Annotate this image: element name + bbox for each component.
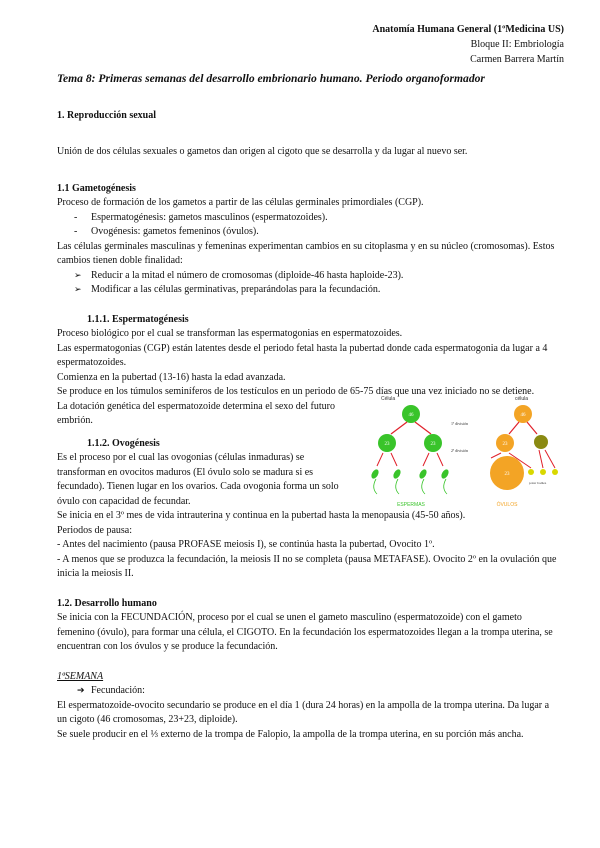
- figure-male-label: Célula: [381, 396, 396, 402]
- division-arrow: [527, 422, 537, 434]
- spermatogenesis-p2: Las espermatogonias (CGP) están latentes desde el periodo fetal hasta la pubertad donde cada espermatogonia da lugar a 4 espermatozoides.: [57, 342, 548, 368]
- spermatogenesis-p4: Se produce en los túmulos seminíferos de los testículos en un periodo de 65-75 días que una vez iniciado no se detiene.: [57, 386, 535, 397]
- list-item: ➔ Fecundación:: [57, 684, 557, 699]
- gametes-list: [57, 211, 557, 240]
- sperm-cell: [440, 468, 450, 480]
- division-arrow: [545, 450, 555, 468]
- development-p1: Se inicia con la FECUNDACIÓN, proceso por el cual se unen el gameto masculino (espermatozoide) con el gameto femenino (óvulo), para formar una célula, el CIGOTO. En la fecundación los espermatozoides llegan a la trompa uterina, se encuentran con los óvulos y se produce la fecundación.: [57, 612, 553, 652]
- sperm-tail: [422, 479, 425, 494]
- header-block: Bloque II: Embriología: [470, 39, 564, 50]
- page-header: [372, 22, 564, 67]
- list-item: - Ovogénesis: gametos femeninos (óvulos).: [57, 225, 557, 240]
- development-p3: Se suele producir en el ⅓ externo de la trompa de Falopio, la ampolla de la trompa uterina, en su porción más ancha.: [57, 728, 524, 740]
- gametogenesis-p2: Las células germinales masculinas y femeninas experimentan cambios en su citoplasma y en su núcleo (cromosomas). Estos cambios tienen doble finalidad:: [57, 240, 555, 266]
- division-arrow: [377, 453, 383, 466]
- list-item: ➢ Reducir a la mitad el número de cromosomas (diploide-46 hasta haploide-23).: [57, 269, 557, 284]
- figure-female-label: célula: [515, 396, 529, 402]
- header-course: Anatomía Humana General (1ºMedicina US): [372, 24, 564, 35]
- week-1-list: [57, 684, 557, 699]
- polar-bodies-label: polar bodies: [529, 481, 547, 485]
- document-title: Tema 8: Primeras semanas del desarrollo embrionario humano. Periodo organoformador: [57, 72, 485, 85]
- section-heading-1: 1. Reproducción sexual: [57, 109, 156, 121]
- cell-count-23: 23: [504, 472, 510, 477]
- cell-count-23: 23: [430, 442, 436, 447]
- division-arrow: [491, 453, 501, 458]
- list-item: ➢ Modificar a las células germinativas, preparándolas para la fecundación.: [57, 283, 557, 298]
- section-heading-1-1-1: 1.1.1. Espermatogénesis: [87, 313, 189, 325]
- section-heading-1-1-2: 1.1.2. Ovogénesis: [87, 437, 160, 449]
- sperm-cell: [370, 468, 380, 480]
- division-arrow: [391, 453, 397, 466]
- sperm-tail: [374, 479, 377, 494]
- sperm-tail: [444, 479, 447, 494]
- spermatogenesis-p3: Comienza en la pubertad (13-16) hasta la edad avanzada.: [57, 371, 286, 383]
- oogenesis-p3: Periodos de pausa:: [57, 524, 132, 536]
- oogenesis-p2: Se inicia en el 3º mes de vida intrauterina y continua en la pubertad hasta la menopausia (45-50 años).: [57, 510, 466, 521]
- division-arrow: [415, 422, 431, 434]
- cell-count-46: 46: [408, 413, 414, 418]
- week-1-heading: 1ªSEMANA: [57, 670, 104, 682]
- division-arrow: [437, 453, 443, 466]
- division-arrow: [423, 453, 429, 466]
- first-division-label: 1ª división: [451, 421, 468, 426]
- sperm-caption: ESPERMAS: [397, 502, 425, 508]
- polar-body: [534, 435, 548, 449]
- polar-body: [528, 469, 534, 475]
- polar-body: [540, 469, 546, 475]
- cell-count-23: 23: [502, 442, 508, 447]
- section-1-intro: Unión de dos células sexuales o gametos dan origen al cigoto que se desarrolla y da lugar al nuevo ser.: [57, 146, 468, 157]
- division-arrow: [391, 422, 407, 434]
- section-heading-1-2: 1.2. Desarrollo humano: [57, 597, 157, 609]
- list-item: - Espermatogénesis: gametos masculinos (espermatozoides).: [57, 211, 557, 226]
- sperm-cell: [392, 468, 402, 480]
- second-division-label: 2ª división: [451, 448, 468, 453]
- oogenesis-p5: - A menos que se produzca la fecundación, la meiosis II no se completa (pausa METAFASE). Ovocito 2º en la ovulación que inicia la meiosis II.: [57, 553, 557, 579]
- cell-count-23: 23: [384, 442, 390, 447]
- sperm-tail: [396, 479, 399, 494]
- gametogenesis-p1: Proceso de formación de los gametos a partir de las células germinales primordiales (CGP).: [57, 197, 424, 208]
- ovum-caption: ÓVULOS: [496, 502, 518, 508]
- development-p2: El espermatozoide-ovocito secundario se produce en el día 1 (dura 24 horas) en la ampolla de la trompa uterina. Da lugar a un cigoto (46 cromosomas, 23+23, diploide).: [57, 699, 550, 725]
- oogenesis-p4: - Antes del nacimiento (pausa PROFASE meiosis I), se continúa hasta la pubertad, Ovocito 1º.: [57, 539, 435, 550]
- spermatogenesis-p1: Proceso biológico por el cual se transforman las espermatogonias en espermatozoides.: [57, 328, 403, 339]
- sperm-cell: [418, 468, 428, 480]
- cell-count-46: 46: [520, 413, 526, 418]
- section-heading-1-1: 1.1 Gametogénesis: [57, 182, 136, 194]
- division-arrow: [509, 422, 519, 434]
- division-arrow: [539, 450, 543, 468]
- oogenesis-p1: Es el proceso por el cual las ovogonias (células inmaduras) se transforman en ovocitos maduros (El óvulo solo se madura si es fecundado). Tienen lugar en los ovarios. Cada ovogonia forma un solo óvulo con capacidad de fecundar.: [57, 452, 339, 507]
- header-author: Carmen Barrera Martín: [470, 54, 564, 65]
- purpose-list: [57, 269, 557, 298]
- polar-body: [552, 469, 558, 475]
- gametogenesis-figure: [363, 392, 563, 510]
- spermatogenesis-p5: La dotación genética del espermatozoide determina el sexo del futuro embrión.: [57, 400, 335, 426]
